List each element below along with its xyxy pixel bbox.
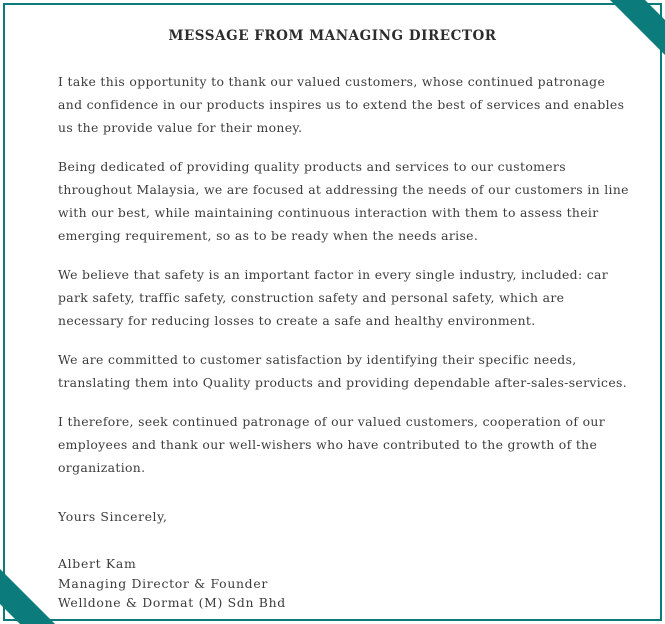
signatory-company: Welldone & Dormat (M) Sdn Bhd	[58, 595, 286, 610]
paragraph: I therefore, seek continued patronage of our valued customers, cooperation of our employees and thank our well-wishers who have contributed to the growth of the organization.	[58, 414, 605, 475]
letter-body	[58, 70, 630, 613]
paragraph: I take this opportunity to thank our valued customers, whose continued patronage and confidence in our products inspires us to extend the best of services and enables us the provide value for their money.	[58, 74, 625, 135]
page-title: MESSAGE FROM MANAGING DIRECTOR	[168, 28, 497, 44]
signature-block	[58, 505, 630, 613]
sign-off-text: Yours Sincerely,	[58, 509, 168, 524]
paragraph: We believe that safety is an important factor in every single industry, included: car park safety, traffic safety, construction safety and personal safety, which are necessary for reducing losses to create a safe and healthy environment.	[58, 267, 609, 328]
paragraph: Being dedicated of providing quality products and services to our customers throughout Malaysia, we are focused at addressing the needs of our customers in line with our best, while maintaining continuous interaction with them to assess their emerging requirement, so as to be ready when the needs arise.	[58, 159, 629, 243]
paragraph: We are committed to customer satisfaction by identifying their specific needs, translating them into Quality products and providing dependable after-sales-services.	[58, 352, 628, 390]
signatory-role: Managing Director & Founder	[58, 575, 268, 591]
signatory-name: Albert Kam	[58, 556, 137, 571]
